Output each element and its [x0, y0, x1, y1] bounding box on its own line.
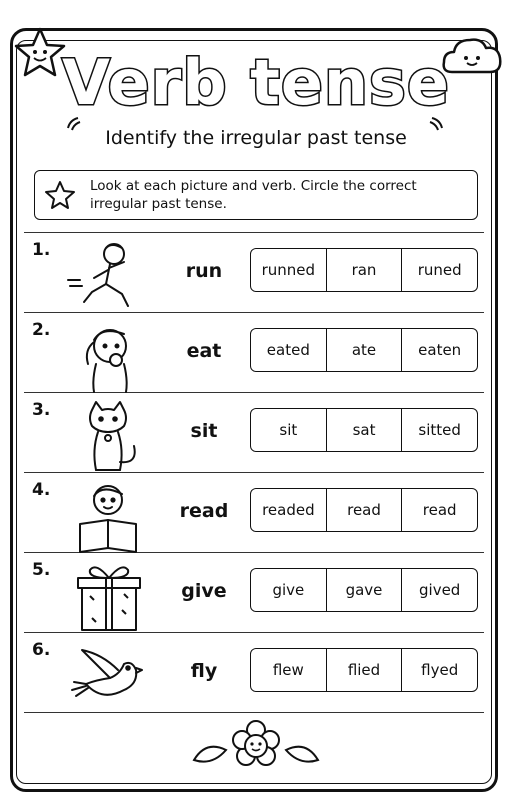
sitting-cat-icon	[62, 400, 152, 474]
question-row-fly	[24, 636, 484, 716]
verb-label: read	[179, 500, 229, 522]
question-row-read	[24, 476, 484, 556]
answer-option[interactable]: runned	[251, 249, 327, 291]
page-subtitle: Identify the irregular past tense	[105, 127, 407, 149]
answer-options	[250, 568, 478, 612]
answer-options	[250, 248, 478, 292]
question-number: 6.	[32, 640, 51, 660]
answer-option[interactable]: eaten	[418, 341, 462, 359]
verb-label: run	[185, 260, 223, 282]
flying-bird-icon	[62, 640, 152, 714]
answer-options	[250, 488, 478, 532]
answer-option[interactable]: sitted	[418, 421, 461, 439]
answer-options	[250, 328, 478, 372]
smiling-flower-icon	[186, 720, 326, 772]
question-row-sit	[24, 396, 484, 476]
question-number: 1.	[32, 240, 51, 260]
question-row-eat	[24, 316, 484, 396]
answer-option[interactable]: read	[327, 489, 403, 531]
boy-reading-icon	[62, 480, 152, 554]
answer-option[interactable]: sat	[327, 409, 403, 451]
instructions-box	[34, 170, 478, 220]
instructions-text: Look at each picture and verb. Circle the correct irregular past tense.	[90, 178, 417, 212]
verb-label: eat	[186, 340, 222, 362]
answer-option[interactable]: ate	[327, 329, 403, 371]
question-row-give	[24, 556, 484, 636]
answer-option[interactable]: flyed	[421, 661, 459, 679]
answer-option[interactable]: sit	[251, 409, 327, 451]
answer-option[interactable]: eated	[251, 329, 327, 371]
answer-option[interactable]: gave	[327, 569, 403, 611]
verb-label: sit	[190, 420, 218, 442]
answer-option[interactable]: ran	[327, 249, 403, 291]
answer-options	[250, 408, 478, 452]
girl-eating-icon	[62, 320, 152, 394]
page-title: Verb tense	[62, 46, 450, 119]
answer-option[interactable]: read	[422, 501, 457, 519]
question-row-run	[24, 236, 484, 316]
running-boy-icon	[62, 240, 152, 314]
answer-option[interactable]: runed	[417, 261, 462, 279]
verb-label: give	[181, 580, 227, 602]
question-number: 3.	[32, 400, 51, 420]
gift-box-icon	[62, 560, 152, 634]
answer-option[interactable]: give	[251, 569, 327, 611]
answer-options	[250, 648, 478, 692]
answer-option[interactable]: flew	[251, 649, 327, 691]
question-number: 2.	[32, 320, 51, 340]
answer-option[interactable]: gived	[419, 581, 461, 599]
answer-option[interactable]: readed	[251, 489, 327, 531]
question-number: 5.	[32, 560, 51, 580]
row-divider	[24, 232, 484, 233]
answer-option[interactable]: flied	[327, 649, 403, 691]
question-number: 4.	[32, 480, 51, 500]
star-icon	[44, 180, 76, 210]
verb-label: fly	[190, 660, 218, 682]
